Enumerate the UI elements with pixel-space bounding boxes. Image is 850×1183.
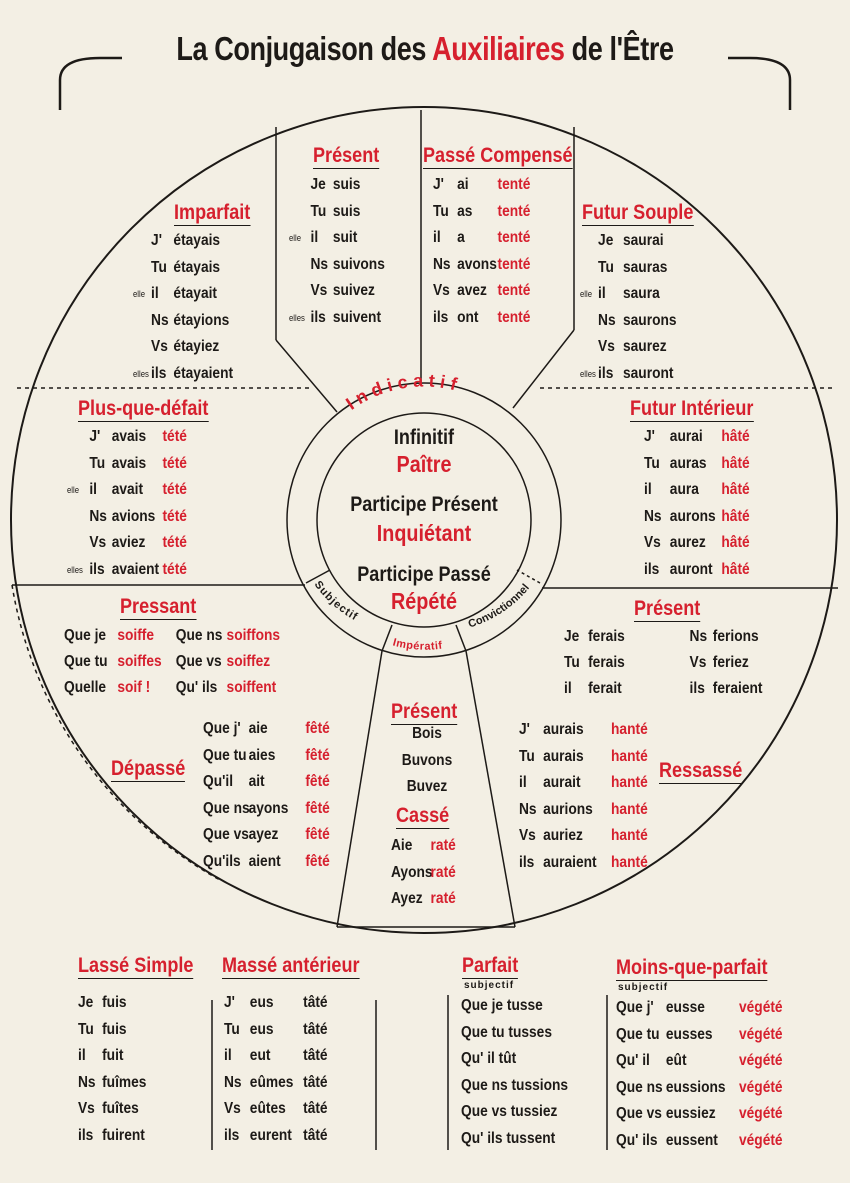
present_conv-title: Présent xyxy=(634,597,701,620)
moins-subtitle: subjectif xyxy=(618,982,669,993)
svg-text:Impératif xyxy=(392,637,444,653)
lasse-title: Lassé Simple xyxy=(78,954,194,977)
ring-label-indicatif: Indicatif xyxy=(342,370,464,414)
parfait-subtitle: subjectif xyxy=(464,980,515,991)
ring-label-convictionnel: Convictionnel xyxy=(466,581,532,631)
center-infinitif: Infinitif Paître xyxy=(393,426,455,477)
passe-title: Passé Compensé xyxy=(423,144,573,167)
svg-text:Indicatif xyxy=(342,370,464,413)
moins-title: Moins-que-parfait xyxy=(616,956,768,979)
center-participe-present: Participe Présent Inquiétant xyxy=(350,493,498,546)
center-participe-passe: Participe Passé Répété xyxy=(357,563,491,614)
futur_int-title: Futur Intérieur xyxy=(630,397,754,420)
imperatif-present-row: Bois xyxy=(412,725,442,742)
casse-title: Cassé xyxy=(396,804,450,827)
imperatif_present-title: Présent xyxy=(391,700,458,723)
imperatif-present-row: Buvez xyxy=(406,778,448,795)
ressasse-title: Ressassé xyxy=(659,759,743,782)
futur_souple-title: Futur Souple xyxy=(582,201,694,224)
ring-label-subjectif: Subjectif xyxy=(311,578,360,624)
pressant-title: Pressant xyxy=(120,595,197,618)
present-title: Présent xyxy=(313,144,380,167)
masse-title: Massé antérieur xyxy=(222,954,360,977)
imperatif-present-row: Buvons xyxy=(401,751,453,769)
parfait-title: Parfait xyxy=(462,954,519,977)
pqd-title: Plus-que-défait xyxy=(78,397,209,420)
page-title: La Conjugaison des Auxiliaires de l'Être xyxy=(176,30,674,67)
depasse-title: Dépassé xyxy=(111,757,186,780)
imparfait-title: Imparfait xyxy=(174,201,251,224)
ring-label-imperatif: Impératif xyxy=(391,636,444,653)
